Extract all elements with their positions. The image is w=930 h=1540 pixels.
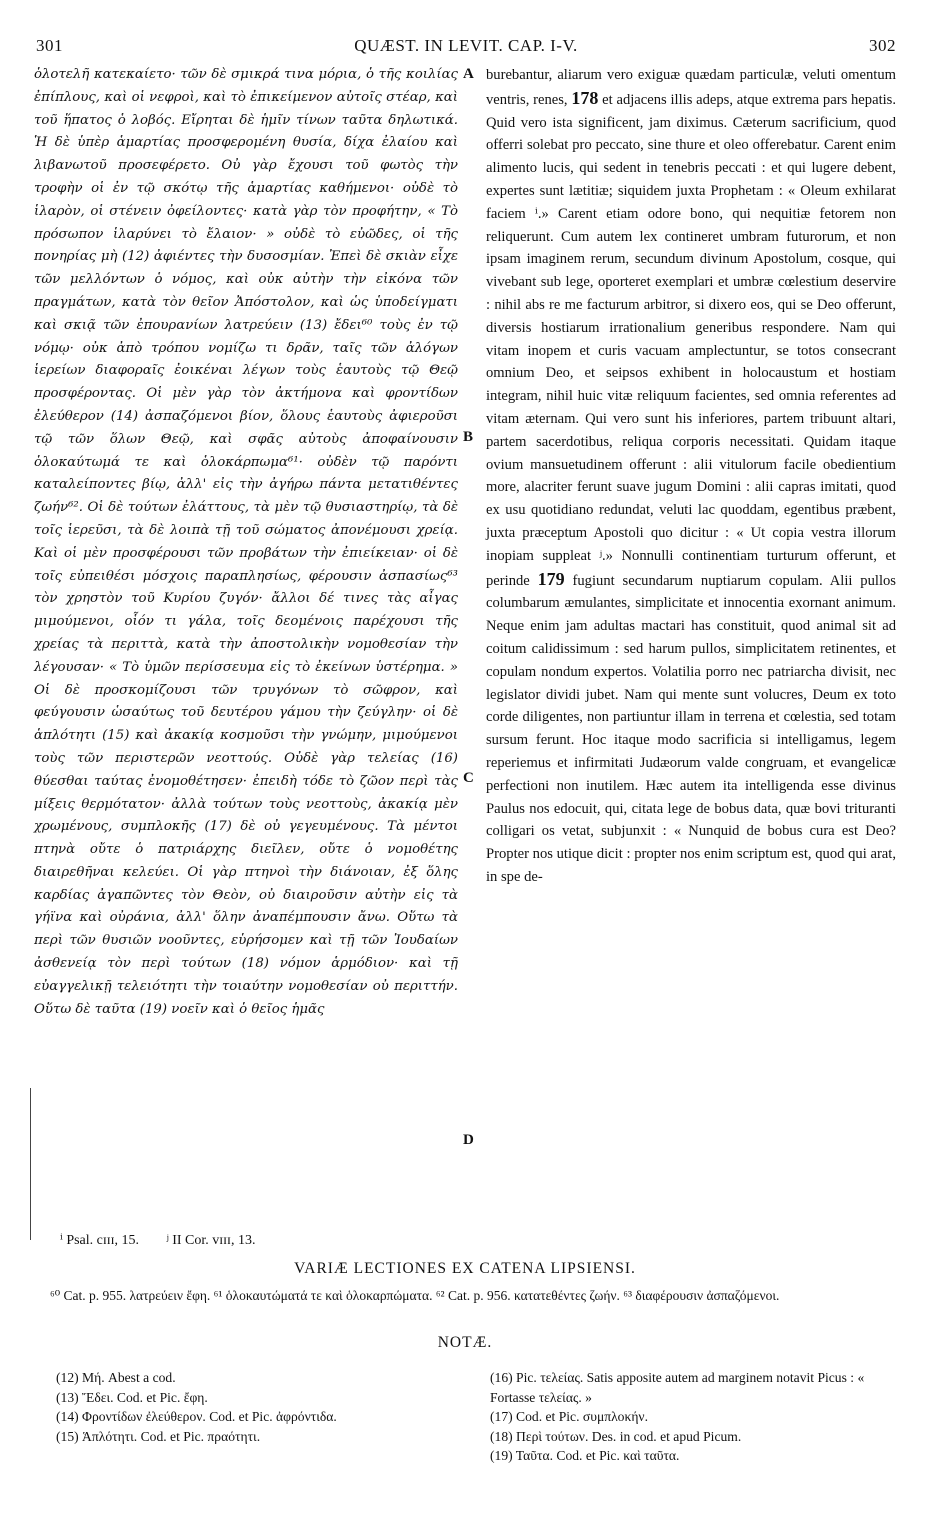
notes-heading: NOTÆ. [437, 1334, 493, 1351]
margin-letter-b: B [463, 429, 474, 445]
running-head [36, 36, 896, 58]
footnote-j: ʲ II Cor. vɪɪɪ, 13. [166, 1233, 256, 1248]
margin-letter-a: A [463, 66, 474, 82]
note-19: (19) Ταῦτα. Cod. et Pic. καὶ ταῦτα. [490, 1448, 680, 1464]
page-number-right: 302 [869, 36, 896, 55]
column-marker-179: 179 [537, 568, 565, 589]
latin-text-part1: burebantur, aliarum vero exiguæ quædam particulæ, veluti omentum ventris, renes, [486, 67, 896, 108]
footnotes [60, 1232, 279, 1249]
running-title: QUÆST. IN LEVIT. CAP. I-V. [354, 36, 578, 55]
notes-right-column [490, 1368, 890, 1466]
note-16: (16) Pic. τελείας. Satis apposite autem ad marginem notavit Picus : « Fortasse τελείας. » [490, 1370, 865, 1405]
column-marker-178: 178 [571, 87, 599, 108]
note-18: (18) Περὶ τούτων. Des. in cod. et apud Picum. [490, 1428, 742, 1444]
page-number-left: 301 [36, 36, 63, 55]
latin-text [486, 64, 896, 889]
margin-letter-d: D [463, 1132, 474, 1148]
note-14: (14) Φροντίδων ἐλεύθερον. Cod. et Pic. ἀφρόντιδα. [56, 1409, 337, 1425]
note-15: (15) Ἁπλότητι. Cod. et Pic. πραότητι. [56, 1428, 261, 1444]
margin-letter-c: C [463, 770, 474, 786]
greek-text: ὁλοτελῆ κατεκαίετο· τῶν δὲ σμικρά τινα μόρια, ὁ τῆς κοιλίας ἐπίπλους, καὶ οἱ νεφροὶ, καὶ τὸ ἐπικείμενον αὐτοῖς στέαρ, καὶ τοῦ ἥπατος ὁ λοβός. Εἴρηται δὲ ἡμῖν τίνων ταῦτα δηλωτικά. Ἡ δὲ ὑπὲρ ἁμαρτίας προσφερομένη θυσία, δίχα ἐλαίου καὶ λιβανωτοῦ προσεφέρετο. Οὐ γὰρ ἔχουσι τοῦ φωτὸς τὴν τροφὴν οἱ ἐν τῷ σκότῳ τῆς ἁμαρτίας καθήμενοι· οὐδὲ τὸ ἱλαρὸν, οἱ στένειν ὀφείλοντες· κατὰ γὰρ τὸν προφήτην, « Τὸ πρόσωπον ἱλαρύνει τὸ ἔλαιον· » οὐδὲ τὸ εὐῶδες, οἱ τῆς πονηρίας μὴ (12) ἀφιέντες τὴν δυσοσμίαν. Ἐπεὶ δὲ σκιὰν εἶχε τῶν μελλόντων ὁ νόμος, καὶ οὐκ αὐτὴν τὴν εἰκόνα τῶν πραγμάτων, κατὰ τὸν θεῖον Ἀπόστολον, καὶ ὡς ὑποδείγματι καὶ σκιᾷ τῶν ἐπουρανίων λατρεύειν (13) ἔδει⁶⁰ τοὺς ἐν τῷ νόμῳ· οὐκ ἀπὸ τρόπου νομίζω τι δρᾶν, ταῖς τῶν ἀλόγων ἱερείων διαφοραῖς ἐοικέναι λέγων τοὺς ἑαυτοὺς τῷ Θεῷ προσφέροντας. Οἱ μὲν γὰρ τὸν ἀκτήμονα καὶ φροντίδων ἐλεύθερον (14) ἀσπαζόμενοι βίον, ὅλους ἑαυτοὺς ἀφιεροῦσι τῷ τῶν ὅλων Θεῷ, καὶ σφᾶς αὐτοὺς ἀποφαίνουσιν ὁλοκαύτωμά τε καὶ ὁλοκάρπωμα⁶¹· οὐδὲν τῷ παρόντι καταλείποντες βίῳ, ἀλλ' εἰς τὴν ἀγήρω πάντα μετατιθέντες ζωήν⁶². Οἱ δὲ τούτων ἐλάττους, τὰ μὲν τῷ θυσιαστηρίῳ, τὰ δὲ τοῖς ἱερεῦσι, τὰ δὲ λοιπὰ τῇ τοῦ σώματος ἀπονέμουσι χρείᾳ. Καὶ οἱ μὲν προσφέρουσι τῶν προβάτων τὴν ἐπιείκειαν· οἱ δὲ τοῖς εὐπειθέσι μόσχοις παραπλησίως, φέρουσιν ἀσπασίως⁶³ τὸν χρηστὸν τοῦ Κυρίου ζυγόν· ἄλλοι δέ τινες τὰς αἶγας μιμούμενοι, οἷόν τι γάλα, τοῖς δεομένοις παρέχουσι τῆς χρείας τὰ περιττὰ, κατὰ τὴν ἀποστολικὴν νομοθεσίαν τὴν λέγουσαν· « Τὸ ὑμῶν περίσσευμα εἰς τὸ ἐκείνων ὑστέρημα. » Οἱ δὲ προσκομίζουσι τῶν τρυγόνων τὸ σῶφρον, καὶ φεύγουσιν ὡσαύτως τοῦ δευτέρου γάμου τὴν ζεύγλην· οἱ δὲ ἁπλότητι (15) καὶ ἀκακίᾳ κοσμοῦσι τὴν γνώμην, μιμούμενοι τοὺς τῶν περιστερῶν νεοττούς. Οὐδὲ γὰρ τελείας (16) θύεσθαι ταύτας ἐνομοθέτησεν· ἐπειδὴ τόδε τὸ ζῶον περὶ τὰς μίξεις θερμότατον· ἀλλὰ τούτων τοὺς νεοττοὺς, ἀκακίᾳ μὲν χρωμένους, συμπλοκῆς (17) δὲ οὐ γεγευμένους. Τὰ μέντοι πτηνὰ οὔτε ὁ πατριάρχης διεῖλεν, οὔτε ὁ νομοθέτης διαιρεθῆναι κελεύει. Οἱ γὰρ πτηνοὶ τὴν διάνοιαν, ἐξ ὅλης καρδίας ἀγαπῶντες τὸν Θεὸν, οὐ διαιροῦσιν αὐτὴν εἰς τὰ γήϊνα καὶ οὐράνια, ἀλλ' ὅλην ἀναπέμπουσιν ἄνω. Οὕτω τὰ περὶ τῶν θυσιῶν νοοῦντες, εὑρήσομεν καὶ τῇ τῶν Ἰουδαίων ἀσθενείᾳ τὸν περὶ τούτων (18) νόμον ἁρμόδιον· καὶ τῇ εὐαγγελικῇ τελειότητι τὴν τοιαύτην νομοθεσίαν οὐ περιττήν. Οὕτω δὲ ταῦτα (19) νοεῖν καὶ ὁ θεῖος ἡμᾶς [34, 67, 458, 1017]
margin-bracket [30, 1088, 31, 1240]
greek-column [34, 64, 458, 1021]
notes-left-column [56, 1368, 456, 1446]
varia-text: ⁶⁰ Cat. p. 955. λατρεύειν ἔφη. ⁶¹ ὁλοκαυτώματά τε καὶ ὁλοκαρπώματα. ⁶² Cat. p. 956. κατατεθέντες ζωήν. ⁶³ διαφέρουσιν ἀσπαζόμενοι. [50, 1288, 780, 1303]
latin-column [486, 64, 896, 889]
note-12: (12) Μή. Abest a cod. [56, 1370, 176, 1385]
varia-heading: VARIÆ LECTIONES EX CATENA LIPSIENSI. [294, 1260, 636, 1277]
note-17: (17) Cod. et Pic. συμπλοκήν. [490, 1409, 648, 1425]
latin-text-part3: fugiunt secundarum nuptiarum copulam. Alii pullos columbarum æmulantes, simplicitate et innocentia exornant animum. Neque enim jam adultas mactari has constituit, quod animal sit ad coitum calidissimum : sed harum pullos, simplicitatem retinentes, et copulam nondum expertos. Volatilia porro nec patriarcha divisit, nec legislator dividi jubet. Nam qui mente sunt volucres, Deum ex toto corde diligentes, non partiuntur illam in terrena et cœlestia, sed totam sursum ferunt. Hoc itaque modo sacrificia si intelligamus, legem reperiemus et infirmitati Judæorum valde congruam, et evangelicæ perfectioni non inutilem. Hæc autem ita intelligenda esse divinus Paulus nos edocuit, qui, citata lege de bobus data, quæ bovi trituranti colligari os vetat, subjunxit : « Nunquid de bobus cura est Deo? Propter nos utique dicit : propter nos enim scriptum est, quod qui arat, in spe de- [486, 572, 896, 885]
note-13: (13) Ἔδει. Cod. et Pic. ἔφη. [56, 1389, 208, 1405]
footnote-i: ⁱ Psal. cɪɪɪ, 15. [60, 1233, 140, 1248]
latin-text-part2: et adjacens illis adeps, atque extrema pars hepatis. Quid vero ista significent, jam diximus. Cæterum sacrificium, quod offerri solebat pro peccato, sine thure et oleo offerebatur. Carent enim alimento lucis, qui sedent in tenebris peccati : et qui lugere debent, expertes sunt lætitiæ; siquidem juxta Prophetam : « Oleum exhilarat faciem ⁱ.» Carent etiam odore bono, qui nequitiæ fetorem non reliquerunt. Cum autem lex contineret umbram futurorum, et non ipsam imaginem rerum, secundum divinum Apostolum, cosque, qui vivebant sub lege, oporteret exemplari et umbræ cœlestium deservire : nihil abs re me facturum arbitror, si dixero eos, qui se Deo offerunt, diversis hostiarum irrationalium generibus respondere. Nam qui vitam inopem et curis vacuam amplectuntur, se totos consecrant omnium Deo, et seipsos exhibent in holocaustum et hostiam integram, nihil huic vitæ reliquum facientes, sed omnia referentes ad vitam æternam. Qui vero sunt his inferiores, partem tribuunt altari, partem sacerdotibus, reliqua corporis necessitati. Quidam itaque ovium mansuetudinem offerunt : alii vitulorum facile obedientium more, alacriter ferunt suave jugum Domini : alii capras imitati, quod ex usu quotidiano redundat, veluti lac quoddam, egentibus præbent, juxta præceptum Apostoli quo dicitur : « Ut copia vestra illorum inopiam suppleat ʲ.» Nonnulli continentiam turturum offerunt, et perinde [486, 91, 896, 589]
